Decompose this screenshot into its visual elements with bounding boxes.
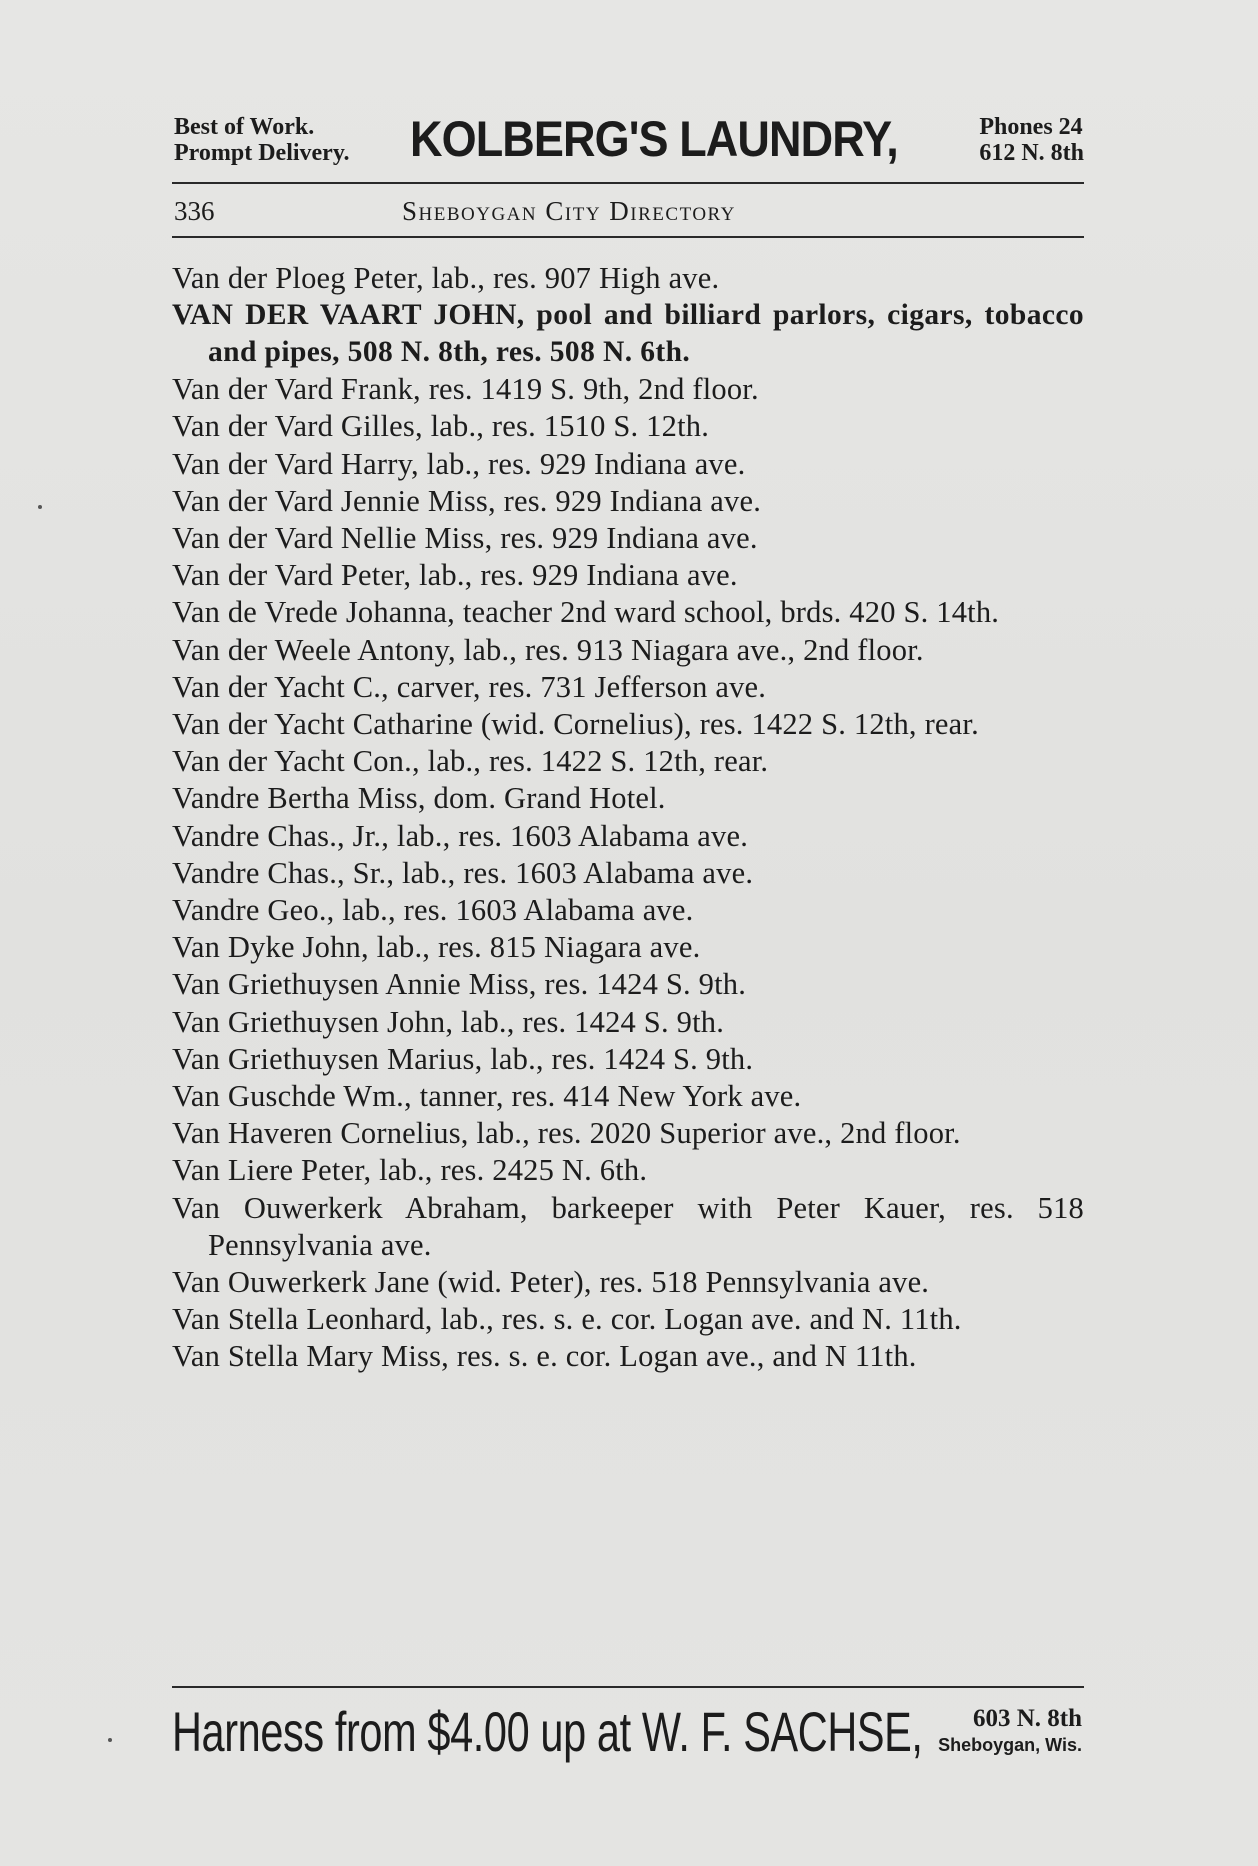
- list-item: Van der Yacht Catharine (wid. Cornelius), res. 1422 S. 12th, rear.: [172, 707, 979, 742]
- list-item: Van der Ploeg Peter, lab., res. 907 High ave.: [172, 261, 720, 295]
- list-item-featured: VAN DER VAART JOHN, pool and billiard parlors, cigars, tobacco and pipes, 508 N. 8th, res. 508 N. 6th.: [172, 299, 1084, 369]
- list-item: Van de Vrede Johanna, teacher 2nd ward school, brds. 420 S. 14th.: [172, 595, 1000, 630]
- list-item: Van Ouwerkerk Jane (wid. Peter), res. 518 Pennsylvania ave.: [172, 1265, 930, 1300]
- list-item: Van der Vard Nellie Miss, res. 929 Indiana ave.: [172, 521, 758, 556]
- list-item: Van der Yacht Con., lab., res. 1422 S. 12th, rear.: [172, 744, 769, 779]
- paper-speck: [108, 1738, 112, 1742]
- ad-slogan-line1: Best of Work.: [174, 114, 315, 140]
- list-item: Van Stella Mary Miss, res. s. e. cor. Logan ave., and N 11th.: [172, 1339, 917, 1374]
- running-header: [172, 192, 1084, 232]
- list-item: Van der Vard Gilles, lab., res. 1510 S. 12th.: [172, 409, 710, 444]
- list-item: Van Griethuysen John, lab., res. 1424 S. 9th.: [172, 1004, 725, 1039]
- list-item: Van der Vard Peter, lab., res. 929 Indiana ave.: [172, 558, 738, 593]
- list-item: Vandre Chas., Sr., lab., res. 1603 Alabama ave.: [172, 855, 754, 890]
- list-item: Van Griethuysen Marius, lab., res. 1424 S. 9th.: [172, 1041, 754, 1076]
- paper-speck: [38, 505, 42, 509]
- ad-phones-line2: 612 N. 8th: [979, 140, 1084, 166]
- list-item: Van Liere Peter, lab., res. 2425 N. 6th.: [172, 1153, 648, 1188]
- ad-phones: [979, 114, 1084, 166]
- page-number: 336: [174, 196, 215, 226]
- list-item: Van Ouwerkerk Abraham, barkeeper with Peter Kauer, res. 518 Pennsylvania ave.: [172, 1190, 1084, 1262]
- list-item: Van der Vard Jennie Miss, res. 929 Indiana ave.: [172, 483, 762, 518]
- list-item: Van Dyke John, lab., res. 815 Niagara ave.: [172, 930, 701, 965]
- ad-slogan: [174, 114, 350, 166]
- list-item: Vandre Bertha Miss, dom. Grand Hotel.: [172, 781, 666, 816]
- harness-ad-address: 603 N. 8th: [972, 1705, 1082, 1732]
- list-item: Vandre Chas., Jr., lab., res. 1603 Alabama ave.: [172, 818, 749, 853]
- top-divider: [172, 182, 1084, 184]
- laundry-advertisement: [172, 108, 1084, 170]
- directory-title: Sheboygan City Directory: [402, 196, 736, 226]
- harness-advertisement: [172, 1698, 1084, 1778]
- header-divider: [172, 236, 1084, 238]
- footer-divider: [172, 1686, 1084, 1688]
- list-item: Van Griethuysen Annie Miss, res. 1424 S. 9th.: [172, 967, 747, 1002]
- list-item: Van Guschde Wm., tanner, res. 414 New York ave.: [172, 1079, 802, 1114]
- list-item: Van Haveren Cornelius, lab., res. 2020 Superior ave., 2nd floor.: [172, 1116, 961, 1151]
- list-item: Van der Weele Antony, lab., res. 913 Niagara ave., 2nd floor.: [172, 632, 924, 667]
- harness-ad-city: Sheboygan, Wis.: [938, 1735, 1082, 1755]
- ad-phones-line1: Phones 24: [979, 114, 1083, 140]
- list-item: Van Stella Leonhard, lab., res. s. e. cor. Logan ave. and N. 11th.: [172, 1302, 962, 1337]
- list-item: Van der Vard Harry, lab., res. 929 Indiana ave.: [172, 446, 746, 481]
- list-item: Vandre Geo., lab., res. 1603 Alabama ave.: [172, 893, 694, 928]
- harness-ad-text: Harness from $4.00 up at W. F. SACHSE,: [172, 1700, 923, 1763]
- list-item: Van der Yacht C., carver, res. 731 Jefferson ave.: [172, 669, 767, 704]
- directory-listing: [172, 260, 1084, 1376]
- ad-business-name: KOLBERG'S LAUNDRY,: [410, 111, 898, 167]
- ad-slogan-line2: Prompt Delivery.: [174, 140, 350, 166]
- list-item: Van der Vard Frank, res. 1419 S. 9th, 2nd floor.: [172, 372, 759, 407]
